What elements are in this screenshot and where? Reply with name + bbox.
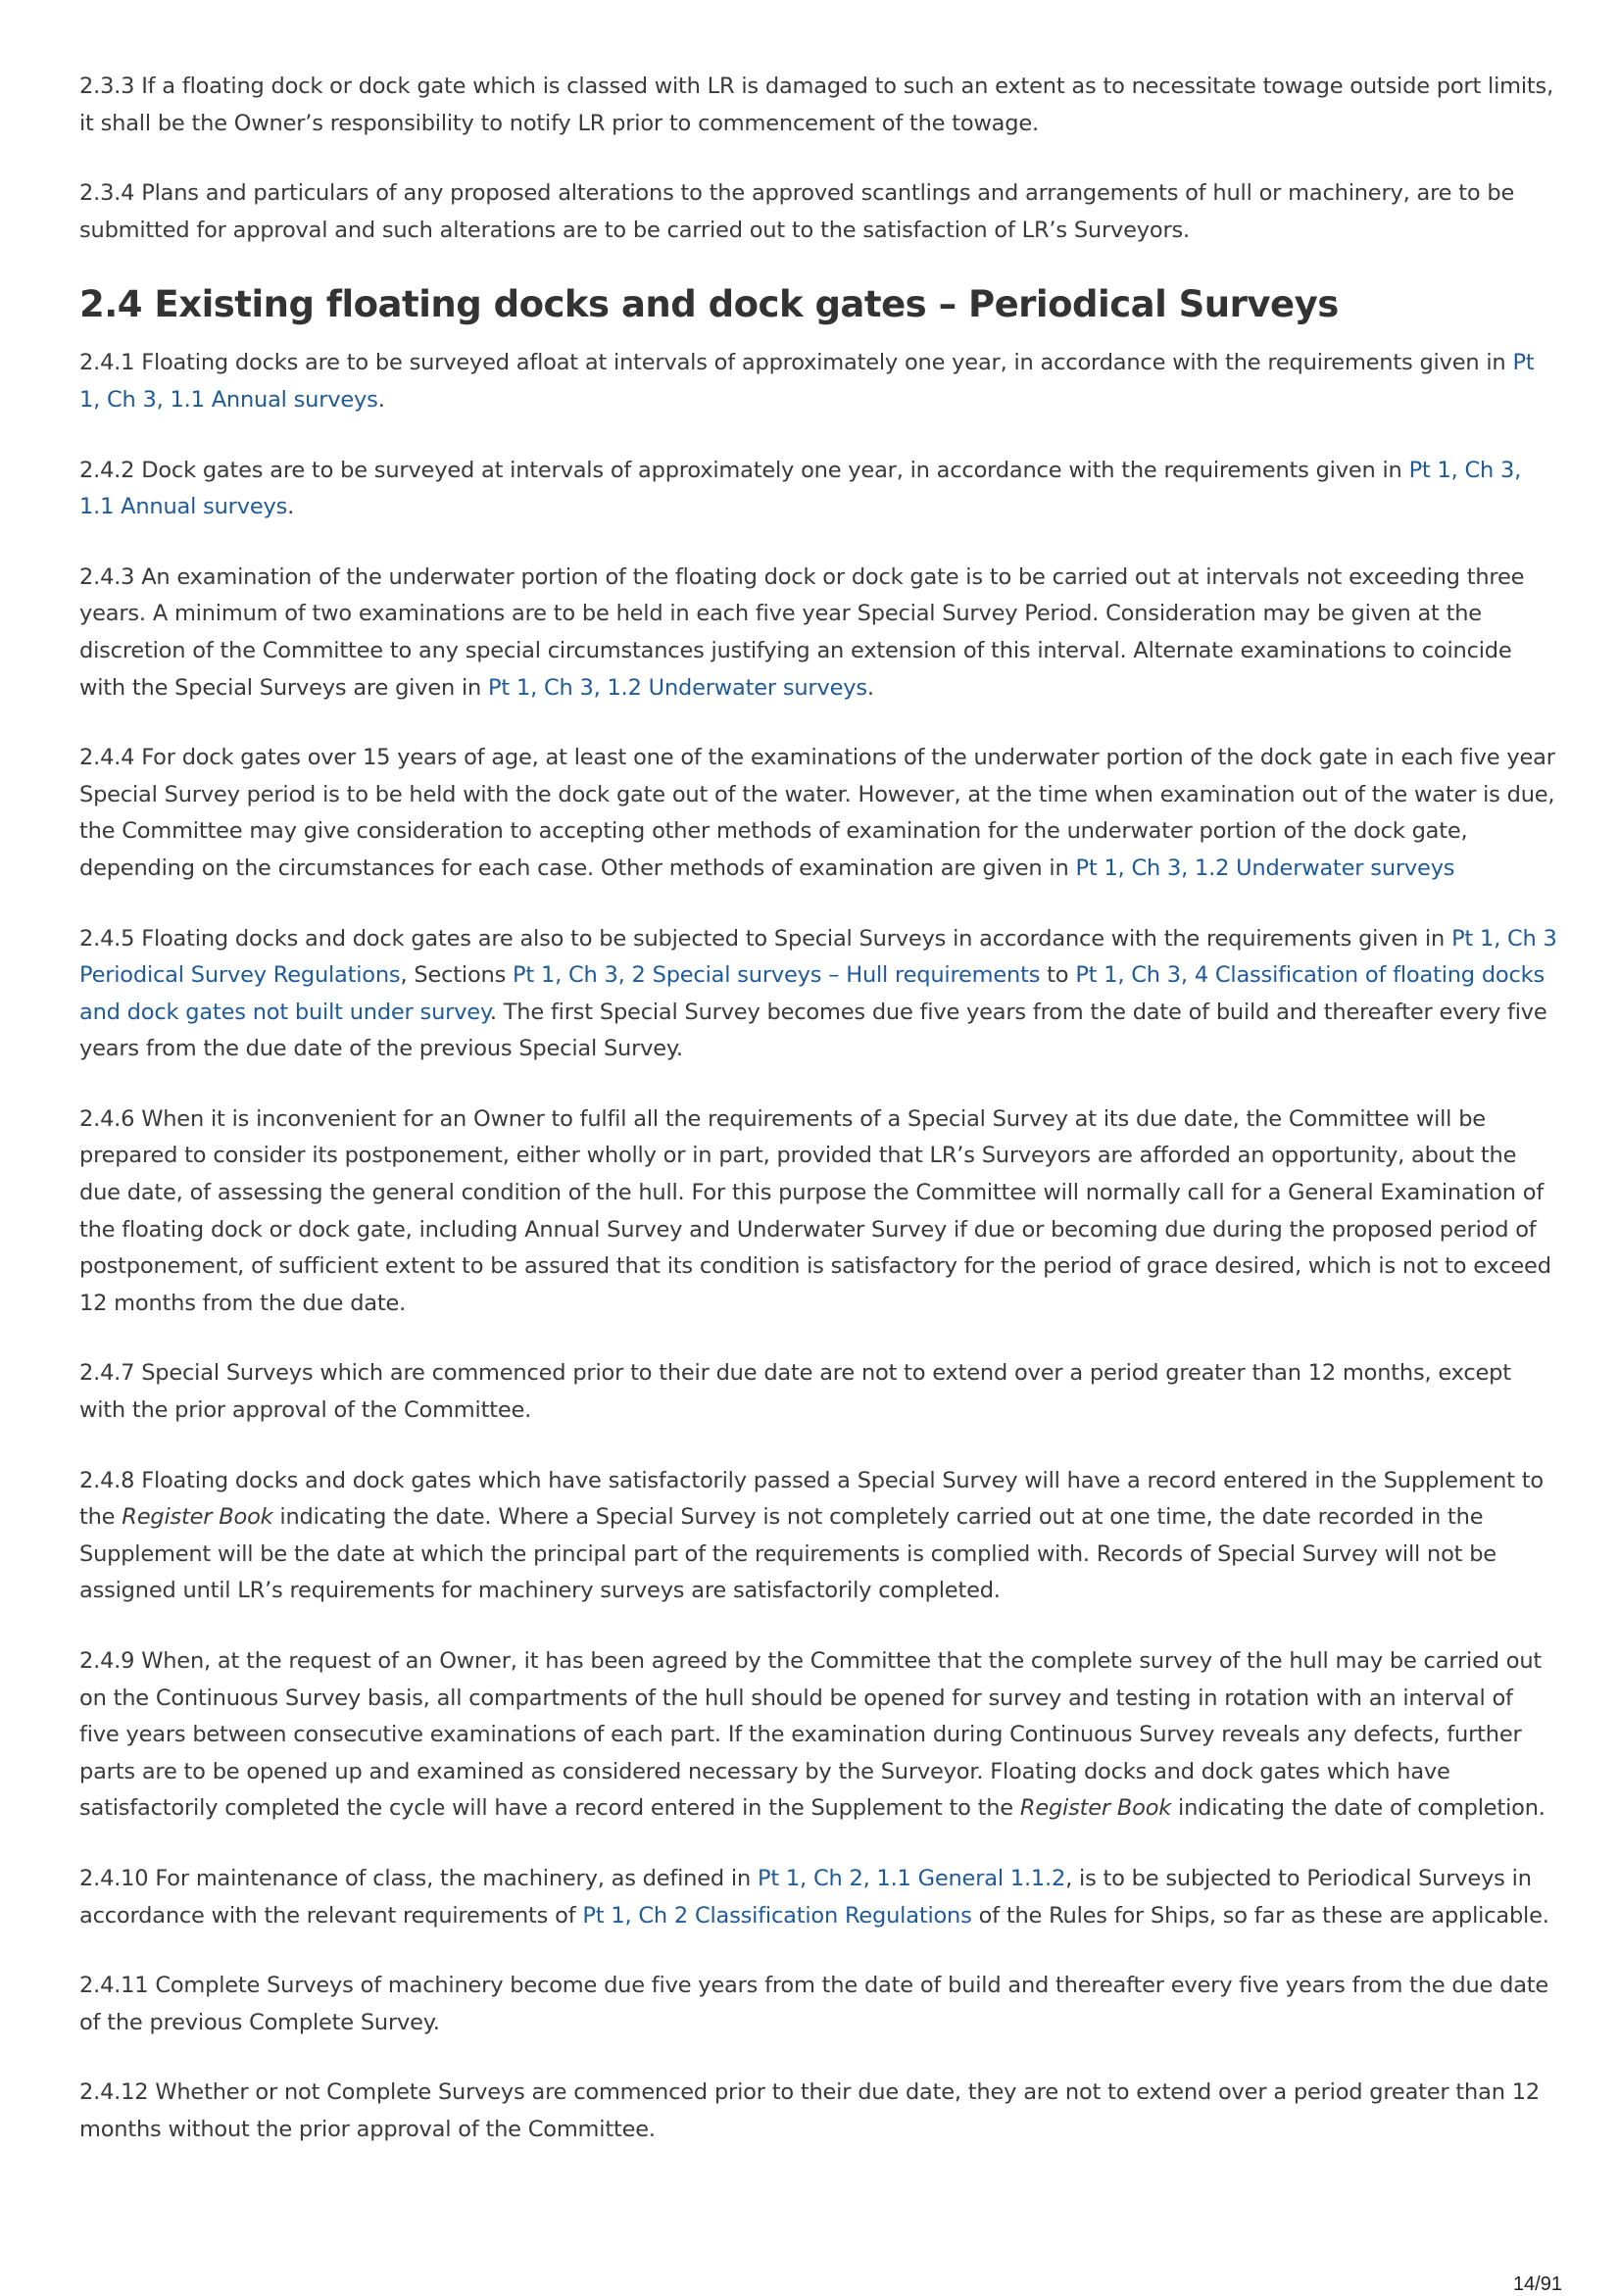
link-classification-regulations[interactable]: Pt 1, Ch 2 Classification Regulations <box>582 1902 972 1929</box>
paragraph-2-3-4: 2.3.4 Plans and particulars of any proposed alterations to the approved scantlings and arrangements of hull or machinery, are to be submitted for approval and such alterations are to be carried out to the satisfaction of LR’s Surveyors. <box>79 180 1515 243</box>
link-annual-surveys[interactable]: Pt 1, Ch 3, 1.1 Annual surveys <box>79 457 1522 520</box>
document-body <box>79 69 1559 2182</box>
page-number: 14/91 <box>1512 2273 1562 2295</box>
link-classification-floating-docks[interactable]: Pt 1, Ch 3, 4 Classification of floating docks and dock gates not built under survey <box>79 962 1545 1025</box>
paragraph-2-4-11: 2.4.11 Complete Surveys of machinery become due five years from the date of build and thereafter every five years from the due date of the previous Complete Survey. <box>79 1973 1549 2035</box>
register-book-title: Register Book <box>1019 1795 1172 1822</box>
paragraph-2-4-6: 2.4.6 When it is inconvenient for an Owner to fulfil all the requirements of a Special Survey at its due date, the Committee will be prepared to consider its postponement, either wholly or in part, provided that LR’s Surveyors are afforded an opportunity, about the due date, of assessing the general condition of the hull. For this purpose the Committee will normally call for a General Examination of the floating dock or dock gate, including Annual Survey and Underwater Survey if due or becoming due during the proposed period of postponement, of sufficient extent to be assured that its condition is satisfactory for the period of grace desired, which is not to exceed 12 months from the due date. <box>79 1105 1551 1316</box>
link-general-1-1-2[interactable]: Pt 1, Ch 2, 1.1 General 1.1.2 <box>757 1865 1066 1891</box>
paragraph-2-4-12: 2.4.12 Whether or not Complete Surveys are commenced prior to their due date, they are not to extend over a period greater than 12 months without the prior approval of the Committee. <box>79 2079 1540 2142</box>
paragraph-2-4-7: 2.4.7 Special Surveys which are commenced prior to their due date are not to extend over a period greater than 12 months, except with the prior approval of the Committee. <box>79 1360 1511 1424</box>
paragraph-2-4-1: 2.4.1 Floating docks are to be surveyed afloat at intervals of approximately one year, in accordance with the requirements given in Pt 1, Ch 3, 1.1 Annual surveys. <box>79 350 1535 413</box>
link-underwater-surveys[interactable]: Pt 1, Ch 3, 1.2 Underwater surveys <box>488 674 867 701</box>
paragraph-2-4-9: 2.4.9 When, at the request of an Owner, it has been agreed by the Committee that the complete survey of the hull may be carried out on the Continuous Survey basis, all compartments of the hull should be opened for survey and testing in rotation with an interval of five years between consecutive examinations of each part. If the examination during Continuous Survey reveals any defects, further parts are to be opened up and examined as considered necessary by the Surveyor. Floating docks and dock gates which have satisfactorily completed the cycle will have a record entered in the Supplement to the Register Book indicating the date of completion. <box>79 1648 1545 1822</box>
link-underwater-surveys[interactable]: Pt 1, Ch 3, 1.2 Underwater surveys <box>1075 855 1455 881</box>
section-heading-2-4: 2.4 Existing floating docks and dock gates – Periodical Surveys <box>79 283 1339 326</box>
paragraph-2-4-10: 2.4.10 For maintenance of class, the machinery, as defined in Pt 1, Ch 2, 1.1 General 1.1.2, is to be subjected to Periodical Surveys in accordance with the relevant requirements of Pt 1, Ch 2 Classification Regulations of the Rules for Ships, so far as these are applicable. <box>79 1865 1549 1929</box>
link-special-surveys-hull[interactable]: Pt 1, Ch 3, 2 Special surveys – Hull requirements <box>513 962 1041 989</box>
link-annual-surveys[interactable]: Pt 1, Ch 3, 1.1 Annual surveys <box>79 350 1535 413</box>
paragraph-2-4-5: 2.4.5 Floating docks and dock gates are also to be subjected to Special Surveys in accordance with the requirements given in Pt 1, Ch 3 Periodical Survey Regulations, Sections Pt 1, Ch 3, 2 Special surveys – Hull requirements to Pt 1, Ch 3, 4 Classification of floating docks and dock gates not built under survey. The first Special Survey becomes due five years from the date of build and thereafter every five years from the due date of the previous Special Survey. <box>79 925 1557 1062</box>
paragraph-2-4-4: 2.4.4 For dock gates over 15 years of age, at least one of the examinations of the underwater portion of the dock gate in each five year Special Survey period is to be held with the dock gate out of the water. However, at the time when examination out of the water is due, the Committee may give consideration to accepting other methods of examination for the underwater portion of the dock gate, depending on the circumstances for each case. Other methods of examination are given in Pt 1, Ch 3, 1.2 Underwater surveys <box>79 745 1555 881</box>
register-book-title: Register Book <box>122 1504 273 1531</box>
paragraph-2-4-2: 2.4.2 Dock gates are to be surveyed at intervals of approximately one year, in accordance with the requirements given in Pt 1, Ch 3, 1.1 Annual surveys. <box>79 457 1522 520</box>
link-periodical-survey-regulations[interactable]: Pt 1, Ch 3 Periodical Survey Regulations <box>79 925 1557 989</box>
paragraph-2-3-3: 2.3.3 If a floating dock or dock gate which is classed with LR is damaged to such an extent as to necessitate towage outside port limits, it shall be the Owner’s responsibility to notify LR prior to commencement of the towage. <box>79 73 1554 136</box>
paragraph-2-4-3: 2.4.3 An examination of the underwater portion of the floating dock or dock gate is to be carried out at intervals not exceeding three years. A minimum of two examinations are to be held in each five year Special Survey Period. Consideration may be given at the discretion of the Committee to any special circumstances justifying an extension of this interval. Alternate examinations to coincide with the Special Surveys are given in Pt 1, Ch 3, 1.2 Underwater surveys. <box>79 563 1525 701</box>
paragraph-2-4-8: 2.4.8 Floating docks and dock gates which have satisfactorily passed a Special Survey will have a record entered in the Supplement to the Register Book indicating the date. Where a Special Survey is not completely carried out at one time, the date recorded in the Supplement will be the date at which the principal part of the requirements is complied with. Records of Special Survey will not be assigned until LR’s requirements for machinery surveys are satisfactorily completed. <box>79 1467 1544 1604</box>
